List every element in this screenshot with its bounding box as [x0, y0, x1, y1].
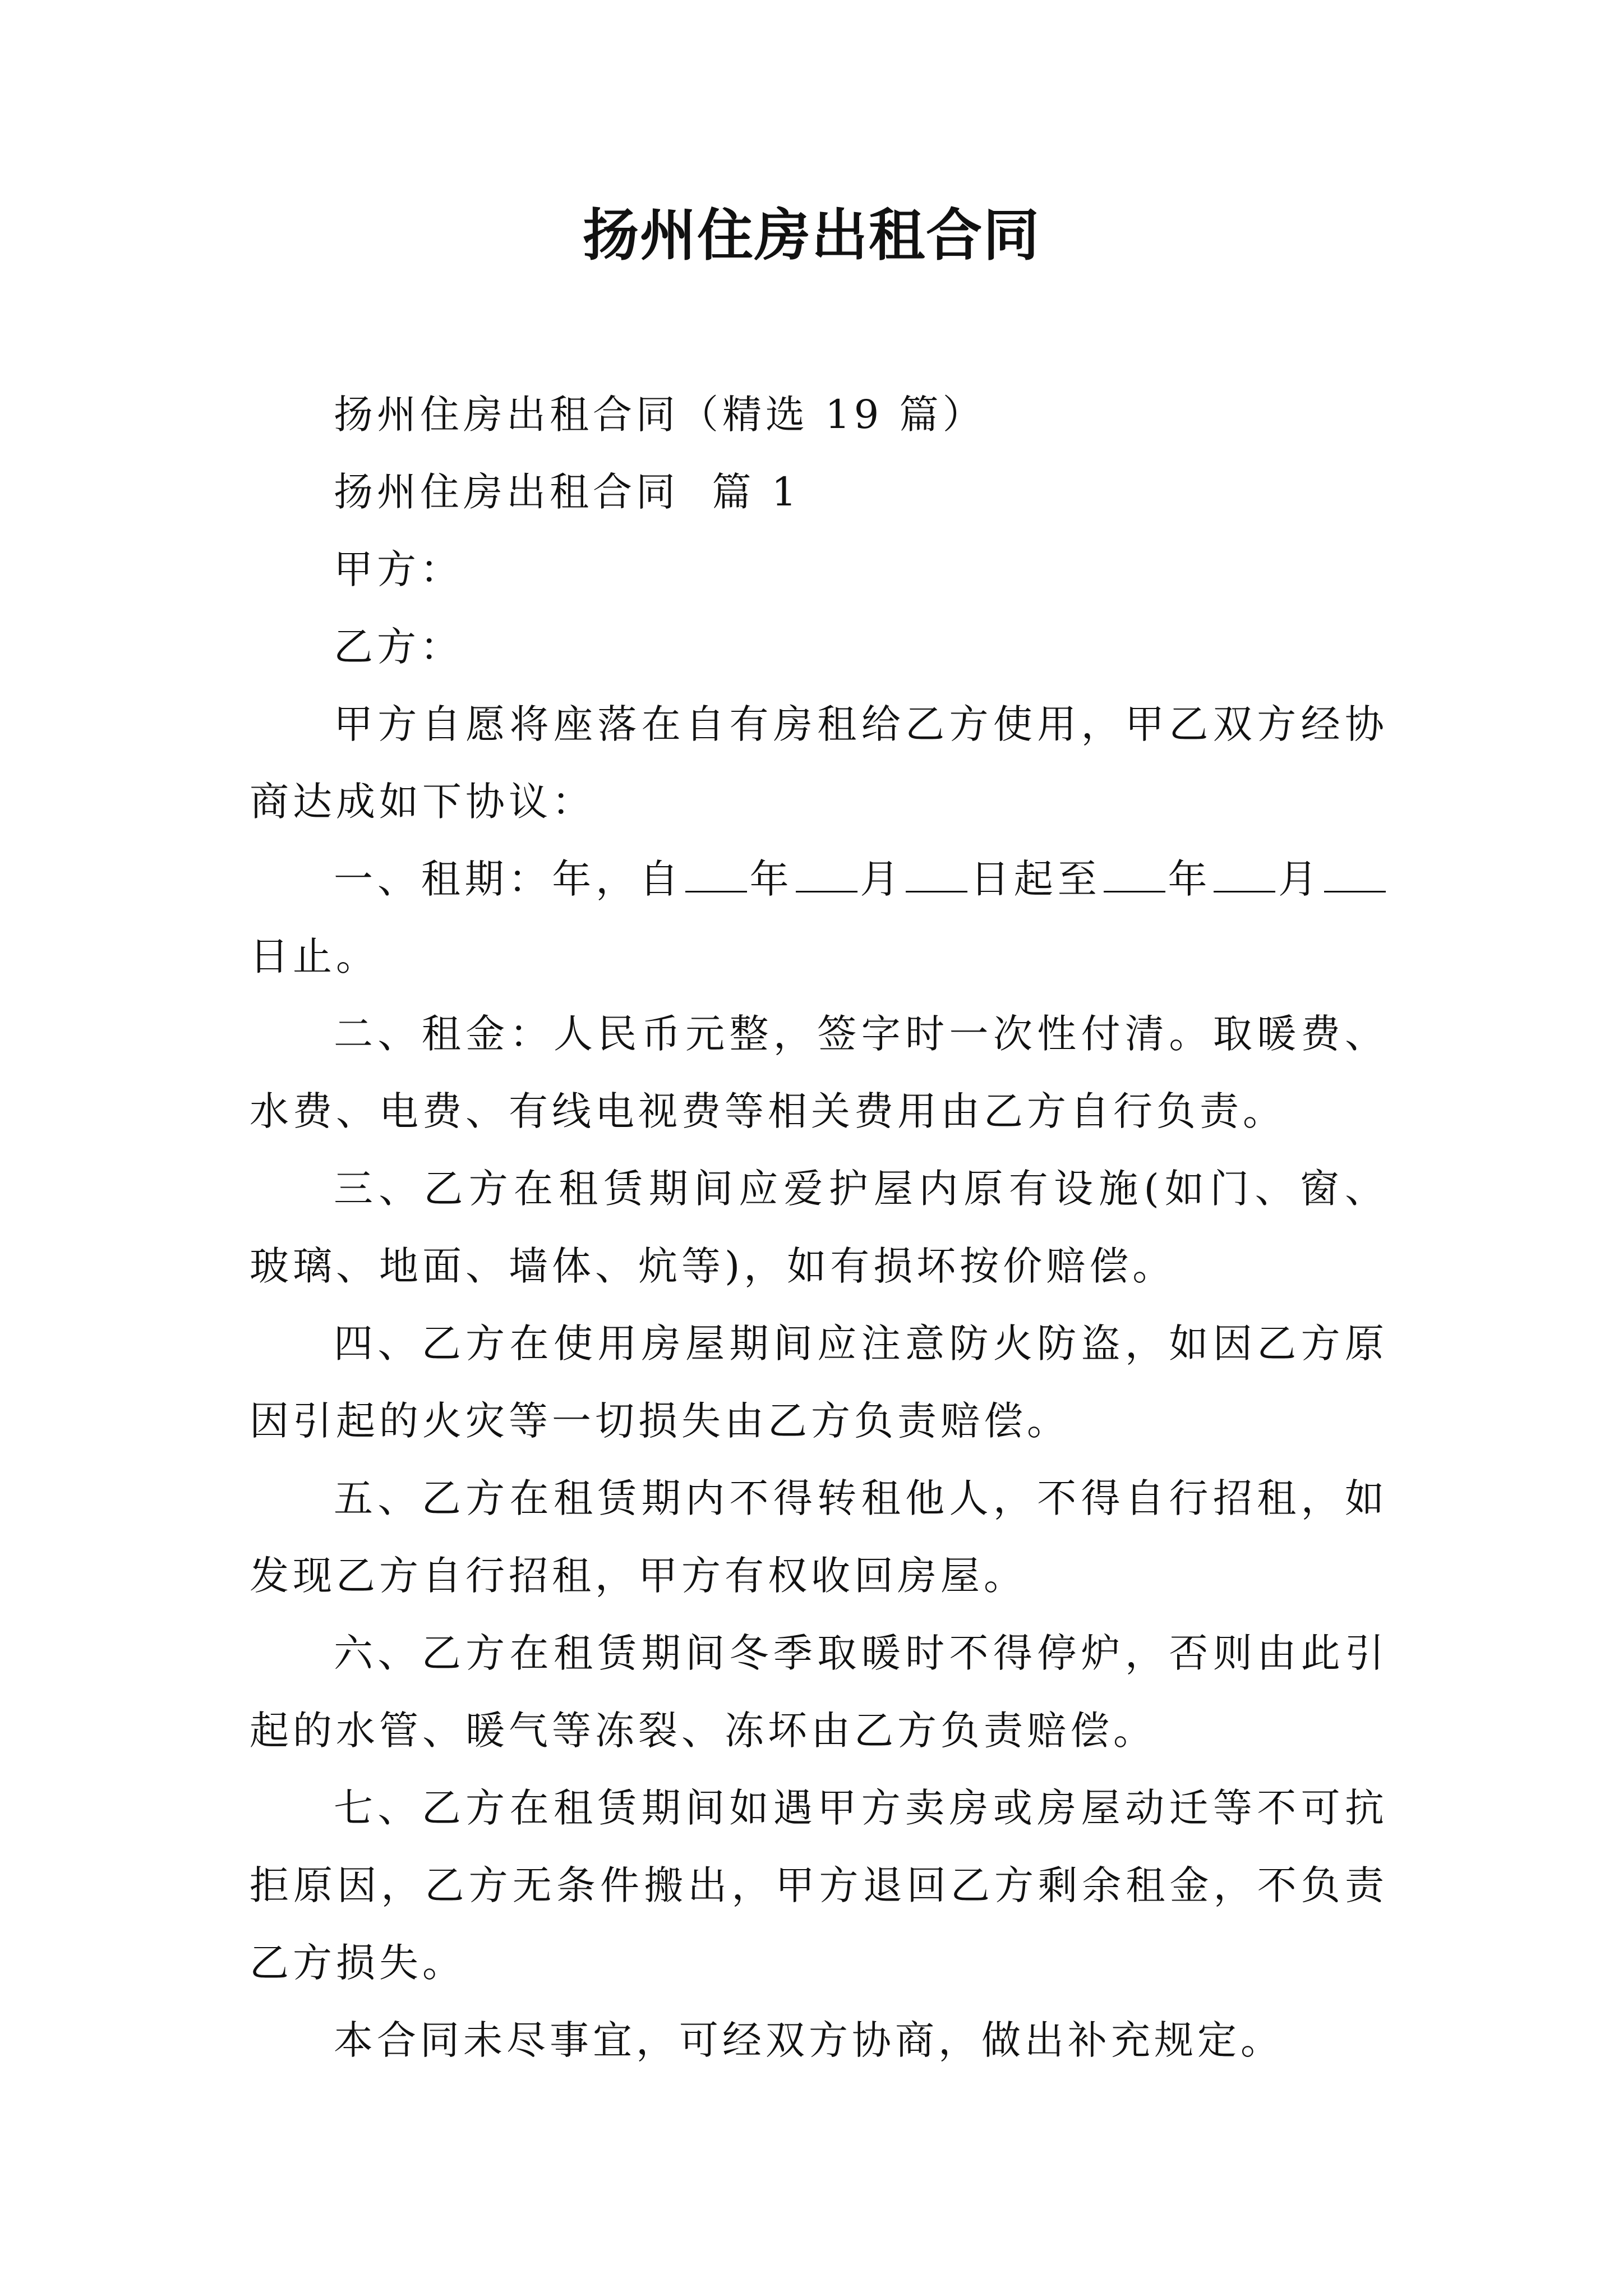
blank-end-year [1104, 855, 1165, 892]
clause-1-text-end: 日止。 [250, 933, 379, 979]
clause-6-paragraph: 六、乙方在租赁期间冬季取暖时不得停炉，否则由此引起的水管、暖气等冻裂、冻坏由乙方负责赔偿。 [250, 1630, 1388, 1754]
section-heading: 扬州住房出租合同 篇 1 [334, 469, 801, 515]
document-title: 扬州住房出租合同 [583, 203, 1040, 268]
clause-1-end-year-label: 年 [1167, 856, 1212, 902]
document-body [250, 376, 1388, 2079]
clause-1-text-start: 一、租期：年，自 [334, 856, 683, 902]
closing-paragraph: 本合同未尽事宜，可经双方协商，做出补充规定。 [334, 2017, 1284, 2063]
blank-end-day [1324, 855, 1386, 892]
clause-4-paragraph: 四、乙方在使用房屋期间应注意防火防盗，如因乙方原因引起的火灾等一切损失由乙方负责赔偿。 [250, 1320, 1388, 1444]
clause-1-month-label: 月 [859, 856, 904, 902]
party-b-line: 乙方： [334, 624, 463, 670]
blank-end-month [1214, 855, 1275, 892]
clause-1-paragraph [250, 840, 1388, 995]
clause-2-paragraph: 二、租金：人民币元整，签字时一次性付清。取暖费、水费、电费、有线电视费等相关费用由乙方自行负责。 [250, 1011, 1388, 1134]
clause-1-day-until-label: 日起至 [970, 856, 1101, 902]
document-subtitle: 扬州住房出租合同（精选 19 篇） [334, 392, 986, 438]
party-a-line: 甲方： [334, 546, 463, 592]
clause-7-paragraph: 七、乙方在租赁期间如遇甲方卖房或房屋动迁等不可抗拒原因，乙方无条件搬出，甲方退回乙方剩余租金，不负责乙方损失。 [250, 1785, 1388, 1986]
clause-1-end-month-label: 月 [1278, 856, 1322, 902]
clause-1-year-label: 年 [749, 856, 794, 902]
clause-5-paragraph: 五、乙方在租赁期内不得转租他人，不得自行招租，如发现乙方自行招租，甲方有权收回房屋。 [250, 1475, 1388, 1599]
blank-start-year [685, 855, 747, 892]
clause-3-paragraph: 三、乙方在租赁期间应爱护屋内原有设施(如门、窗、玻璃、地面、墙体、炕等)，如有损坏按价赔偿。 [250, 1166, 1388, 1289]
blank-start-month [796, 855, 857, 892]
blank-start-day [906, 855, 967, 892]
intro-paragraph: 甲方自愿将座落在自有房租给乙方使用，甲乙双方经协商达成如下协议： [250, 701, 1388, 825]
